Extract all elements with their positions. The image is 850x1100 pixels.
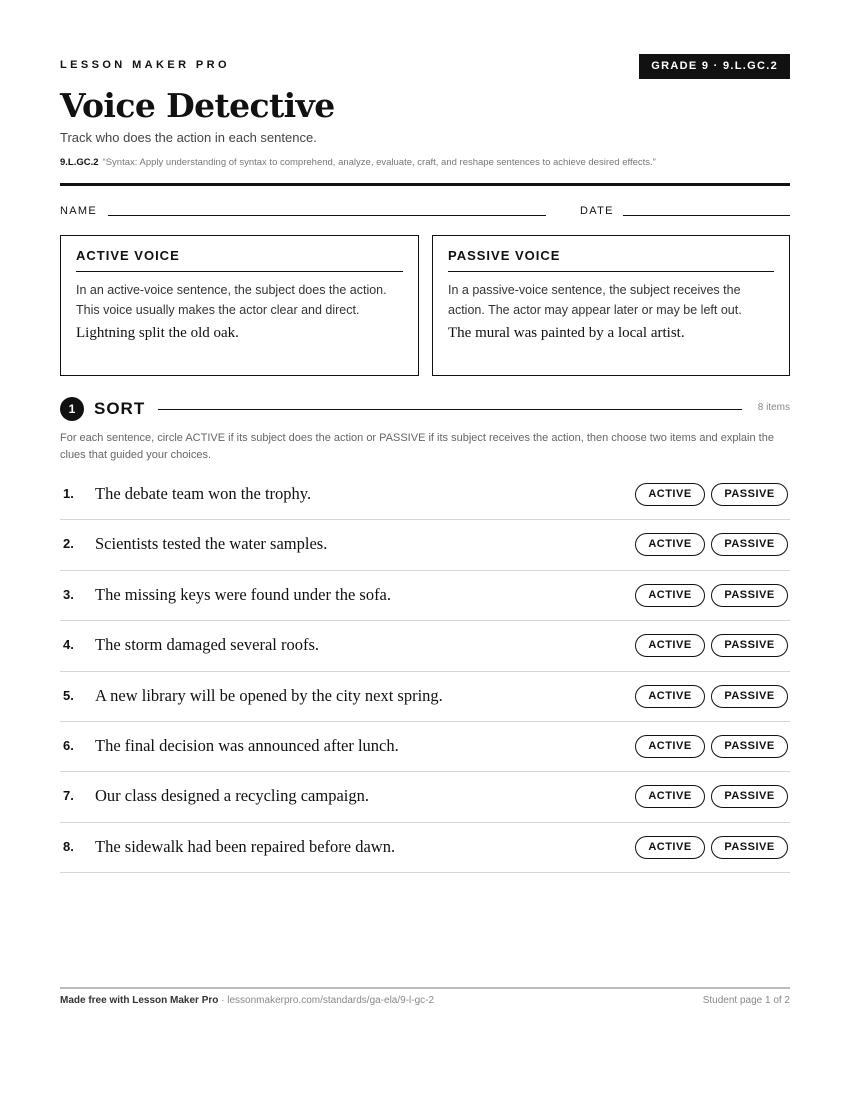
item-sentence: A new library will be opened by the city next spring. [95, 685, 443, 705]
footer-credit [60, 995, 434, 1006]
passive-choice-button[interactable]: PASSIVE [711, 685, 788, 708]
passive-voice-example: The mural was painted by a local artist. [448, 325, 685, 341]
grade-badge: GRADE 9 · 9.L.GC.2 [639, 54, 790, 79]
passive-choice-button[interactable]: PASSIVE [711, 785, 788, 808]
item-sentence: The debate team won the trophy. [95, 484, 312, 503]
standard-code: 9.L.GC.2 [60, 157, 99, 168]
active-choice-button[interactable]: ACTIVE [635, 634, 705, 657]
worksheet-page [60, 0, 790, 1100]
active-voice-heading: ACTIVE VOICE [76, 248, 403, 272]
sentence-list [60, 470, 790, 873]
passive-choice-button[interactable]: PASSIVE [711, 584, 788, 607]
standard-text: “Syntax: Apply understanding of syntax to comprehend, analyze, evaluate, craft, and reshape sentences to achieve desired effects.” [102, 157, 656, 168]
section-divider [158, 409, 742, 410]
list-item [60, 520, 790, 570]
list-item [60, 772, 790, 822]
item-number: 5. [63, 687, 74, 703]
passive-choice-button[interactable]: PASSIVE [711, 634, 788, 657]
item-count: 8 items [757, 402, 790, 413]
active-choice-button[interactable]: ACTIVE [635, 685, 705, 708]
active-choice-button[interactable]: ACTIVE [635, 533, 705, 556]
passive-choice-button[interactable]: PASSIVE [711, 533, 788, 556]
list-item [60, 470, 790, 520]
active-choice-button[interactable]: ACTIVE [635, 785, 705, 808]
item-number: 1. [63, 486, 74, 501]
passive-voice-description: In a passive-voice sentence, the subject receives the action. The actor may appear later or may be left out. [448, 283, 742, 317]
list-item [60, 823, 790, 873]
standard-line [60, 157, 790, 168]
passive-voice-card [432, 235, 790, 376]
passive-choice-button[interactable]: PASSIVE [711, 735, 788, 758]
footer-divider [60, 987, 790, 989]
item-number: 3. [63, 586, 74, 602]
item-sentence: Scientists tested the water samples. [95, 534, 328, 554]
item-number: 6. [63, 737, 74, 753]
date-label: DATE [580, 205, 614, 217]
page-subtitle: Track who does the action in each sentence. [60, 130, 317, 145]
passive-voice-heading: PASSIVE VOICE [448, 248, 774, 272]
active-voice-card [60, 235, 419, 376]
active-voice-example: Lightning split the old oak. [76, 325, 239, 341]
item-sentence: The final decision was announced after lunch. [95, 735, 399, 755]
item-number: 7. [63, 788, 74, 804]
list-item [60, 672, 790, 722]
item-sentence: Our class designed a recycling campaign. [95, 786, 369, 806]
item-number: 4. [63, 637, 74, 653]
sort-instructions: For each sentence, circle ACTIVE if its subject does the action or PASSIVE if its subject receives the action, then choose two items and explain the clues that guided your choices. [60, 432, 774, 461]
item-sentence: The storm damaged several roofs. [95, 635, 320, 655]
list-item [60, 621, 790, 671]
header-divider [60, 183, 790, 186]
active-choice-button[interactable]: ACTIVE [635, 735, 705, 758]
section-number-badge: 1 [60, 397, 84, 421]
footer-brand: Made free with Lesson Maker Pro [60, 995, 219, 1006]
item-sentence: The sidewalk had been repaired before dawn. [95, 836, 396, 856]
page-number: Student page 1 of 2 [702, 995, 790, 1006]
footer-url[interactable]: · lessonmakerpro.com/standards/ga-ela/9-l-gc-2 [218, 995, 435, 1006]
section-title: SORT [94, 399, 146, 418]
list-item [60, 722, 790, 772]
page-title: Voice Detective [60, 86, 335, 125]
active-choice-button[interactable]: ACTIVE [635, 836, 705, 859]
passive-choice-button[interactable]: PASSIVE [711, 836, 788, 859]
item-number: 8. [63, 838, 74, 854]
sort-section-header [60, 397, 790, 421]
active-voice-description: In an active-voice sentence, the subject does the action. This voice usually makes the actor clear and direct. [76, 283, 387, 317]
name-label: NAME [60, 205, 97, 217]
active-choice-button[interactable]: ACTIVE [635, 584, 705, 607]
name-field[interactable] [108, 215, 546, 216]
brand-name: LESSON MAKER PRO [60, 59, 230, 71]
active-choice-button[interactable]: ACTIVE [635, 483, 705, 506]
date-field[interactable] [623, 215, 790, 216]
list-item [60, 571, 790, 621]
item-number: 2. [63, 536, 74, 552]
item-sentence: The missing keys were found under the sofa. [95, 584, 392, 604]
passive-choice-button[interactable]: PASSIVE [711, 483, 788, 506]
